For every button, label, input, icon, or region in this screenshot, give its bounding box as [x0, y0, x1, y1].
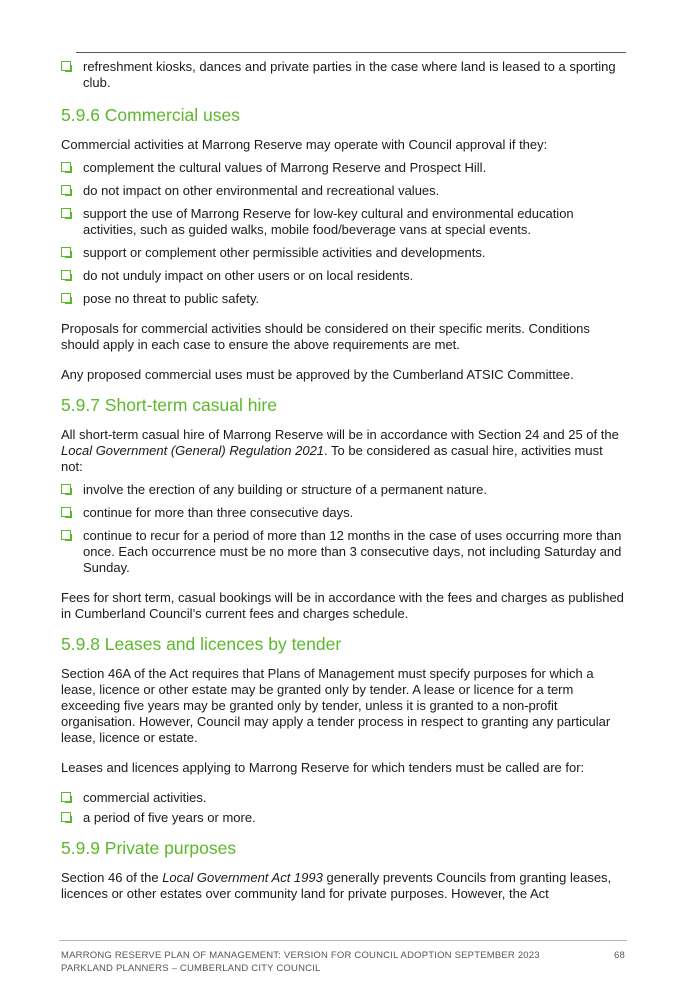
- page-footer: [61, 949, 627, 975]
- checkbox-bullet-icon: [61, 293, 71, 303]
- checkbox-bullet-icon: [61, 812, 71, 822]
- section-heading: 5.9.8 Leases and licences by tender: [61, 634, 342, 654]
- list-item: continue for more than three consecutive days.: [61, 505, 627, 521]
- paragraph: Section 46 of the Local Government Act 1993 generally prevents Councils from granting leases, licences or other estates over community land for private purposes. However, the Act: [61, 870, 612, 901]
- paragraph: Fees for short term, casual bookings will be in accordance with the fees and charges as published in Cumberland Council’s current fees and charges schedule.: [61, 590, 624, 621]
- list-item: continue to recur for a period of more than 12 months in the case of uses occurring more than once. Each occurrence must be no more than 3 consecutive days, not including Saturday and Sunday.: [61, 528, 627, 576]
- list-item: refreshment kiosks, dances and private parties in the case where land is leased to a sporting club.: [61, 59, 627, 91]
- checkbox-bullet-icon: [61, 185, 71, 195]
- top-rule: [76, 52, 626, 53]
- checkbox-bullet-icon: [61, 530, 71, 540]
- list-item: do not impact on other environmental and recreational values.: [61, 183, 627, 199]
- checkbox-bullet-icon: [61, 792, 71, 802]
- paragraph: Section 46A of the Act requires that Plans of Management must specify purposes for which a lease, licence or other estate may be granted only by tender. A lease or licence for a term exceeding five years may be granted only by tender, unless it is granted to a non-profit organisation. However, Council may apply a tender process in respect to granting any particular lease, licence or estate.: [61, 666, 611, 745]
- paragraph: All short-term casual hire of Marrong Reserve will be in accordance with Section 24 and 25 of the Local Government (General) Regulation 2021. To be considered as casual hire, activities must not:: [61, 427, 619, 474]
- page-content: [61, 59, 627, 902]
- checkbox-bullet-icon: [61, 507, 71, 517]
- footer-document-title: MARRONG RESERVE PLAN OF MANAGEMENT: VERSION FOR COUNCIL ADOPTION SEPTEMBER 2023: [61, 950, 540, 961]
- checkbox-bullet-icon: [61, 270, 71, 280]
- list-item: commercial activities.: [61, 790, 627, 806]
- list-item: complement the cultural values of Marrong Reserve and Prospect Hill.: [61, 160, 627, 176]
- section-heading: 5.9.9 Private purposes: [61, 838, 237, 858]
- checkbox-bullet-icon: [61, 247, 71, 257]
- list-item: pose no threat to public safety.: [61, 291, 627, 307]
- checkbox-bullet-icon: [61, 61, 71, 71]
- section-heading: 5.9.6 Commercial uses: [61, 105, 240, 125]
- footer-rule: [59, 940, 627, 941]
- page-number: 68: [614, 950, 625, 961]
- checkbox-bullet-icon: [61, 208, 71, 218]
- paragraph: Leases and licences applying to Marrong Reserve for which tenders must be called are for:: [61, 760, 585, 775]
- checkbox-bullet-icon: [61, 162, 71, 172]
- list-item: involve the erection of any building or structure of a permanent nature.: [61, 482, 627, 498]
- list-item: support or complement other permissible activities and developments.: [61, 245, 627, 261]
- section-heading: 5.9.7 Short-term casual hire: [61, 395, 277, 415]
- paragraph: Commercial activities at Marrong Reserve may operate with Council approval if they:: [61, 137, 548, 152]
- list-item: support the use of Marrong Reserve for low-key cultural and environmental education activities, such as guided walks, mobile food/beverage vans at special events.: [61, 206, 627, 238]
- list-item: a period of five years or more.: [61, 810, 627, 826]
- checkbox-bullet-icon: [61, 484, 71, 494]
- list-item: do not unduly impact on other users or on local residents.: [61, 268, 627, 284]
- footer-author: PARKLAND PLANNERS – CUMBERLAND CITY COUNCIL: [61, 963, 321, 974]
- paragraph: Proposals for commercial activities should be considered on their specific merits. Conditions should apply in each case to ensure the above requirements are met.: [61, 321, 590, 352]
- paragraph: Any proposed commercial uses must be approved by the Cumberland ATSIC Committee.: [61, 367, 574, 382]
